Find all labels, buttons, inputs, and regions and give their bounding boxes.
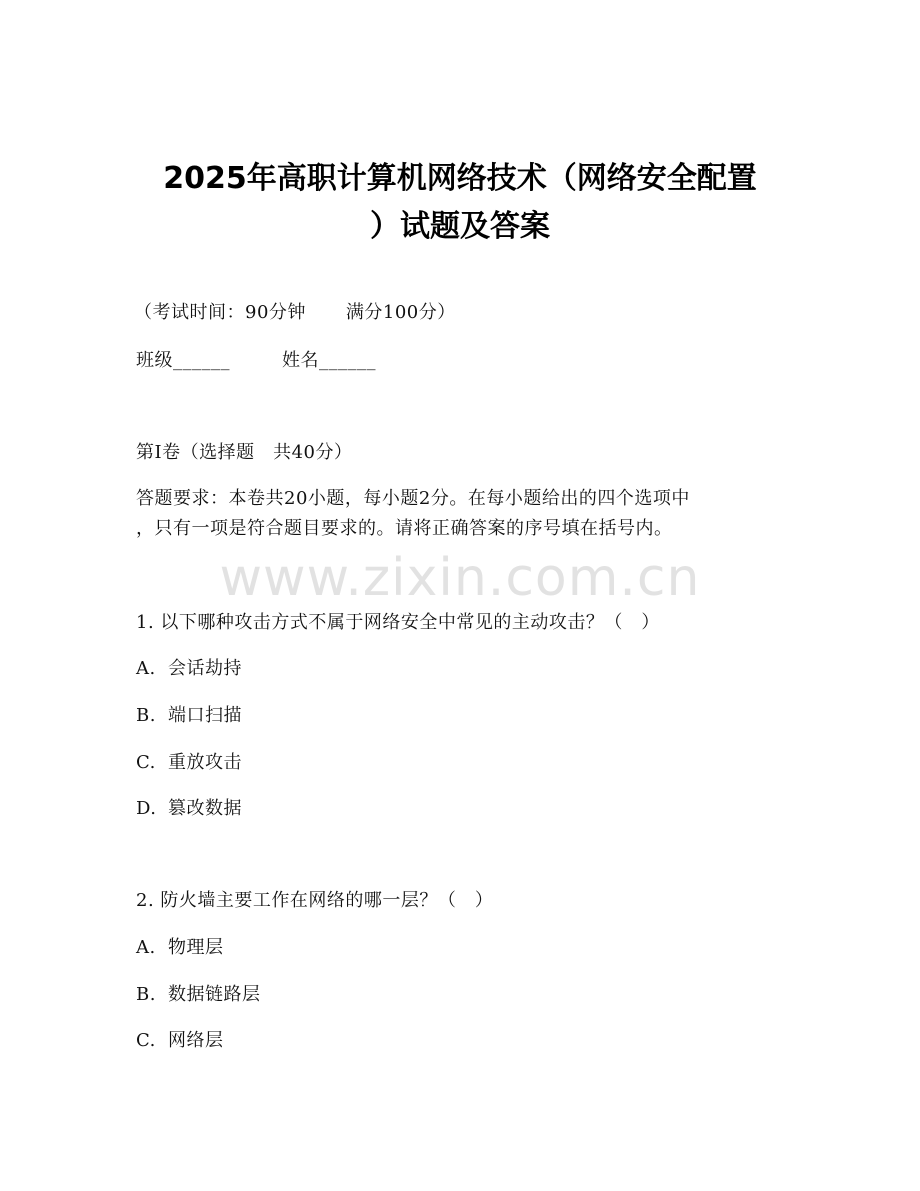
option-text: 端口扫描: [168, 705, 242, 726]
watermark: www.zixin.com.cn: [219, 548, 701, 608]
document-title-line-2: ）试题及答案: [370, 209, 550, 244]
question-2-stem: 2. 防火墙主要工作在网络的哪一层？（ ）: [136, 890, 494, 911]
instructions-line-1: 答题要求：本卷共20小题，每小题2分。在每小题给出的四个选项中: [136, 488, 690, 509]
option-letter: B.: [136, 984, 156, 1005]
option-text: 会话劫持: [168, 658, 242, 679]
student-info: [136, 348, 376, 374]
document-title-line-1: 2025年高职计算机网络技术（网络安全配置: [163, 161, 757, 196]
option-letter: A.: [136, 658, 156, 679]
option-letter: B.: [136, 705, 156, 726]
question-2-option-a: [136, 935, 224, 961]
option-letter: C.: [136, 752, 156, 773]
option-text: 物理层: [168, 937, 224, 958]
name-field: 姓名______: [282, 350, 376, 371]
option-text: 数据链路层: [168, 984, 261, 1005]
question-1-stem: 1. 以下哪种攻击方式不属于网络安全中常见的主动攻击？（ ）: [136, 612, 660, 633]
option-text: 网络层: [168, 1030, 224, 1051]
question-2-option-c: [136, 1028, 224, 1054]
instructions-line-2: ，只有一项是符合题目要求的。请将正确答案的序号填在括号内。: [136, 518, 673, 539]
question-2-option-b: [136, 982, 261, 1008]
section-heading: 第I卷（选择题 共40分）: [136, 442, 353, 463]
question-1-option-b: [136, 703, 242, 729]
option-text: 篡改数据: [168, 798, 242, 819]
question-1-option-c: [136, 750, 242, 776]
option-text: 重放攻击: [168, 752, 242, 773]
exam-time: （考试时间：90分钟: [134, 302, 306, 323]
option-letter: C.: [136, 1030, 156, 1051]
exam-info: [134, 300, 456, 326]
question-1-option-d: [136, 796, 242, 822]
class-field: 班级______: [136, 350, 230, 371]
exam-score: 满分100分）: [345, 302, 456, 323]
option-letter: D.: [136, 798, 157, 819]
question-1-option-a: [136, 656, 242, 682]
option-letter: A.: [136, 937, 156, 958]
